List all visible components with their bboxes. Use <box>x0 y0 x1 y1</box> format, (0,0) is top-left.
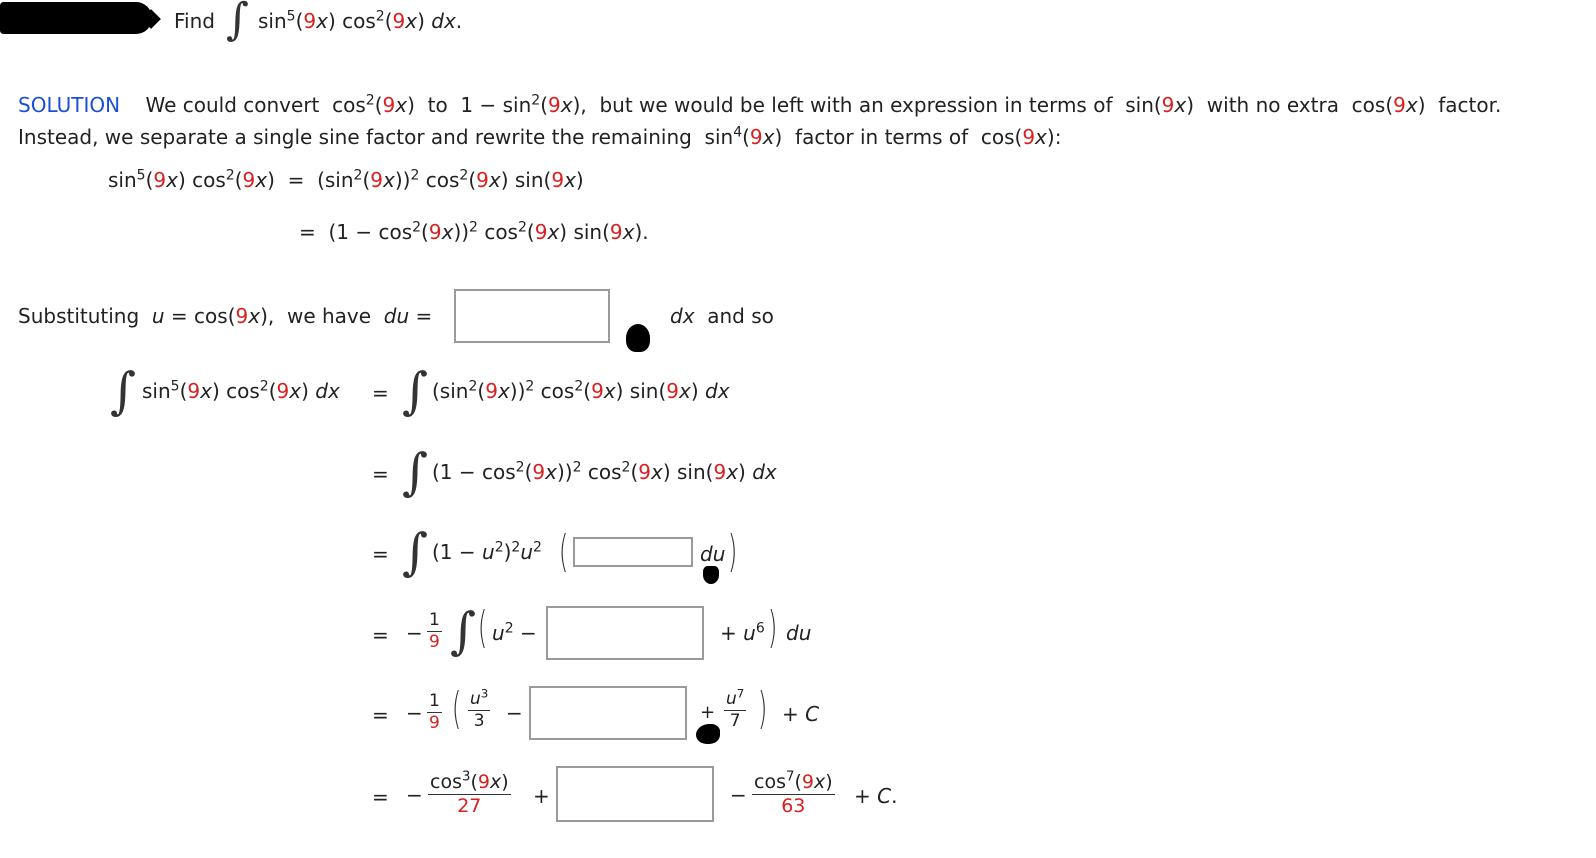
du-label: du <box>700 542 726 566</box>
plus-u6: + $u^6$ <box>720 620 765 645</box>
minus-sign: − <box>406 783 423 807</box>
equals-sign: = <box>372 703 389 727</box>
left-paren: ( <box>451 683 462 734</box>
equals-sign: = <box>372 462 389 486</box>
solution-line-1: SOLUTION We could convert $\cos^2(9x)$ to $1 - \sin^2(9x)$, but we would be left with an expression in terms of sin(9x) with no extra cos(9x) factor. <box>18 92 1502 117</box>
problem-integrand: $\sin^5(9x)$ $\cos^2(9x)$ dx. <box>258 8 463 33</box>
left-paren: ( <box>477 602 488 653</box>
identity-line-2: = $(1 - \cos^2(9x))^2$ $\cos^2(9x)$ sin(9x). <box>299 219 649 244</box>
equals-sign: = <box>372 785 389 809</box>
dx-and-so: dx and so <box>670 304 774 328</box>
minus-sign: − <box>406 701 423 725</box>
redaction-mark <box>626 324 650 352</box>
right-paren: ) <box>767 602 778 653</box>
du-label: du <box>786 621 812 645</box>
fraction-u3-over-3: $\frac{u^3}{3}$ <box>470 686 489 731</box>
left-paren: ( <box>558 526 569 577</box>
solution-line-2: Instead, we separate a single sine factor and rewrite the remaining $\sin^4(9x)$ factor in terms of cos(9x): <box>18 124 1062 149</box>
integral-sign-icon: ∫ <box>110 362 137 420</box>
solution-label: SOLUTION <box>18 93 121 117</box>
identity-line-1: $\sin^5(9x) \cos^2(9x) = (\sin^2(9x))^2$ $\cos^2(9x)$ sin(9x) <box>108 167 584 192</box>
integral-sign-icon: ∫ <box>450 602 477 660</box>
fraction-one-ninth: $\frac{1}{9}$ <box>429 610 440 652</box>
integral-sign-icon: ∫ <box>402 523 429 581</box>
integral-sign-icon: ∫ <box>402 443 429 501</box>
equals-sign: = <box>372 542 389 566</box>
right-paren: ) <box>757 683 768 734</box>
find-label: Find <box>174 9 215 33</box>
u2-minus: $u^2$ − <box>492 620 537 645</box>
integral-sign-icon: ∫ <box>402 362 429 420</box>
plus-c: + C <box>782 702 820 726</box>
fraction-u7-over-7: $\frac{u^7}{7}$ <box>726 686 745 731</box>
u5-answer-box[interactable] <box>529 686 687 740</box>
plus-sign: + <box>533 784 550 808</box>
minus-sign: − <box>730 783 747 807</box>
minus-sign: − <box>406 621 423 645</box>
minus-sign: − <box>506 701 523 725</box>
final-answer-box[interactable] <box>556 766 714 822</box>
plus-sign: + <box>700 702 716 723</box>
fraction-cos7-over-63: $\frac{\cos^7(9x)}{63}$ <box>754 769 833 817</box>
right-paren: ) <box>727 526 738 577</box>
step1-lhs: $\sin^5(9x)$ $\cos^2(9x)$ dx <box>142 378 340 403</box>
inner-answer-box[interactable] <box>573 537 693 567</box>
u4-answer-box[interactable] <box>546 606 704 660</box>
step2-rhs: $(1 - \cos^2(9x))^2$ $\cos^2(9x)$ sin(9x) dx <box>432 459 777 484</box>
step1-rhs: $(\sin^2(9x))^2$ $\cos^2(9x)$ sin(9x) dx <box>432 378 730 403</box>
du-answer-box[interactable] <box>454 289 610 343</box>
integral-sign-icon: ∫ <box>226 0 249 45</box>
redaction-mark <box>703 566 719 584</box>
equals-sign: = <box>372 381 389 405</box>
equals-sign: = <box>372 623 389 647</box>
step3-expr: $(1 - u^2)^2u^2$ <box>432 539 542 564</box>
substitution-line: Substituting u = cos(9x), we have du = <box>18 304 433 328</box>
redaction-mark <box>696 724 720 744</box>
fraction-cos3-over-27: $\frac{\cos^3(9x)}{27}$ <box>430 769 509 817</box>
redaction-mark <box>0 2 152 34</box>
plus-c-final: + C. <box>854 784 898 808</box>
fraction-one-ninth: $\frac{1}{9}$ <box>429 691 440 733</box>
